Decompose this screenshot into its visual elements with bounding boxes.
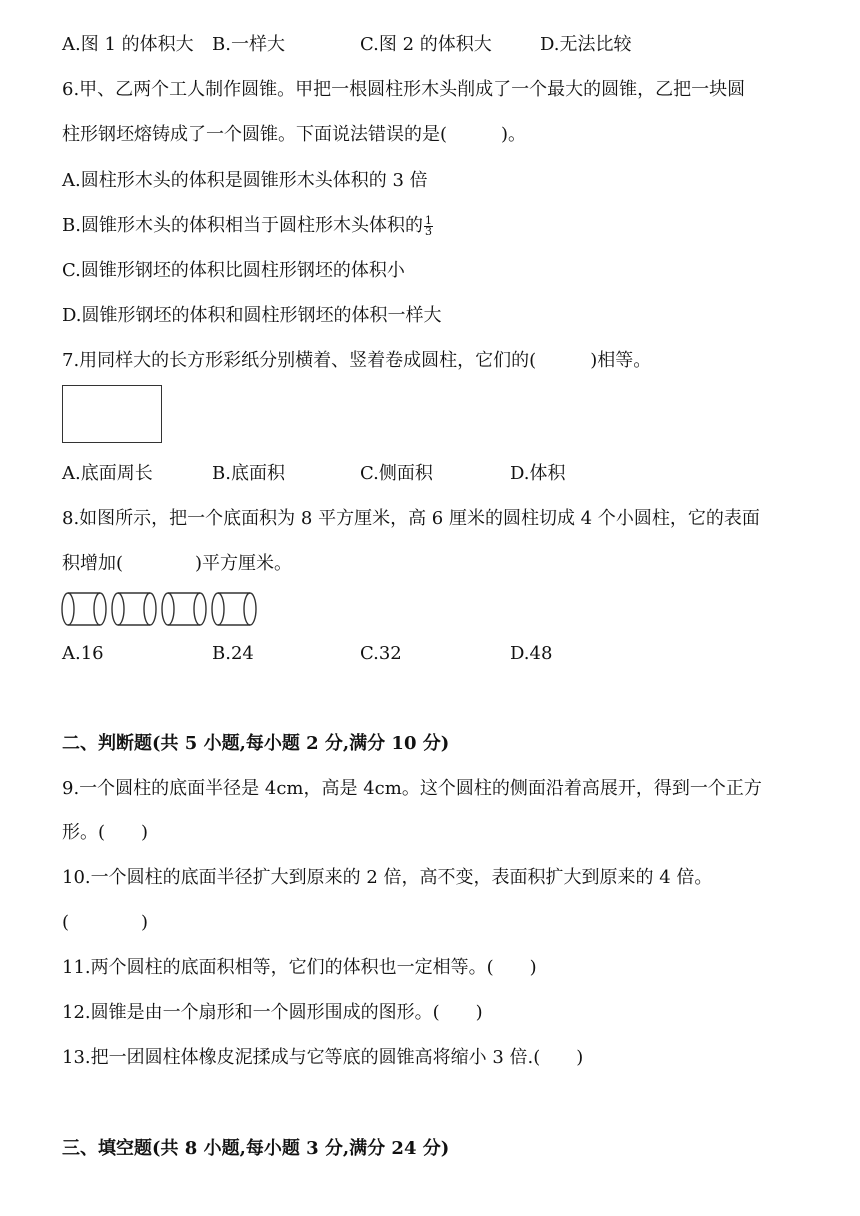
q7-option-c: C.侧面积: [360, 463, 433, 484]
q8-option-b: B.24: [212, 643, 254, 664]
q10-text-line1: 10.一个圆柱的底面半径扩大到原来的 2 倍，高不变，表面积扩大到原来的 4 倍。: [62, 867, 713, 888]
cylinder-2: [112, 593, 156, 625]
q5-option-a: A.图 1 的体积大: [62, 34, 194, 55]
cylinder-3: [162, 593, 206, 625]
q10-text-line2: ( ): [62, 912, 149, 933]
q6-option-d: D.圆锥形钢坯的体积和圆柱形钢坯的体积一样大: [62, 305, 442, 326]
rectangle-paper-figure: [62, 385, 162, 443]
fraction-numerator: 1: [424, 213, 432, 227]
q11-text: 11.两个圆柱的底面积相等，它们的体积也一定相等。( ): [62, 957, 537, 978]
q8-text-line2: 积增加( )平方厘米。: [62, 553, 293, 574]
q7-option-a: A.底面周长: [62, 463, 153, 484]
q9-text-line2: 形。( ): [62, 822, 149, 843]
q6-text-line1: 6.甲、乙两个工人制作圆锥。甲把一根圆柱形木头削成了一个最大的圆锥，乙把一块圆: [62, 79, 746, 100]
q12-text: 12.圆锥是由一个扇形和一个圆形围成的图形。( ): [62, 1002, 483, 1023]
q6-option-b-text: B.圆锥形木头的体积相当于圆柱形木头体积的: [62, 215, 423, 236]
q6-option-c: C.圆锥形钢坯的体积比圆柱形钢坯的体积小: [62, 260, 405, 281]
q5-option-c: C.图 2 的体积大: [360, 34, 492, 55]
q8-option-a: A.16: [62, 643, 104, 664]
q7-option-d: D.体积: [510, 463, 566, 484]
section-3-header: 三、填空题(共 8 小题,每小题 3 分,满分 24 分): [62, 1138, 450, 1159]
cylinder-4: [212, 593, 256, 625]
section-2-header: 二、判断题(共 5 小题,每小题 2 分,满分 10 分): [62, 733, 450, 754]
q5-option-b: B.一样大: [212, 34, 285, 55]
q6-option-a: A.圆柱形木头的体积是圆锥形木头体积的 3 倍: [62, 170, 428, 191]
four-cylinders-figure: [60, 590, 265, 630]
q9-text-line1: 9.一个圆柱的底面半径是 4cm，高是 4cm。这个圆柱的侧面沿着高展开，得到一个正方: [62, 778, 762, 799]
q5-option-d: D.无法比较: [540, 34, 632, 55]
q13-text: 13.把一团圆柱体橡皮泥揉成与它等底的圆锥高将缩小 3 倍.( ): [62, 1047, 584, 1068]
q7-text: 7.用同样大的长方形彩纸分别横着、竖着卷成圆柱，它们的( )相等。: [62, 350, 652, 371]
q8-option-d: D.48: [510, 643, 553, 664]
q8-text-line1: 8.如图所示，把一个底面积为 8 平方厘米，高 6 厘米的圆柱切成 4 个小圆柱，它的表面: [62, 508, 760, 529]
q8-option-c: C.32: [360, 643, 402, 664]
q6-option-b: [62, 213, 433, 239]
q7-option-b: B.底面积: [212, 463, 285, 484]
fraction-one-third: [424, 213, 433, 238]
fraction-denominator: 3: [424, 224, 432, 238]
cylinder-1: [62, 593, 106, 625]
q6-text-line2: 柱形钢坯熔铸成了一个圆锥。下面说法错误的是( )。: [62, 124, 527, 145]
